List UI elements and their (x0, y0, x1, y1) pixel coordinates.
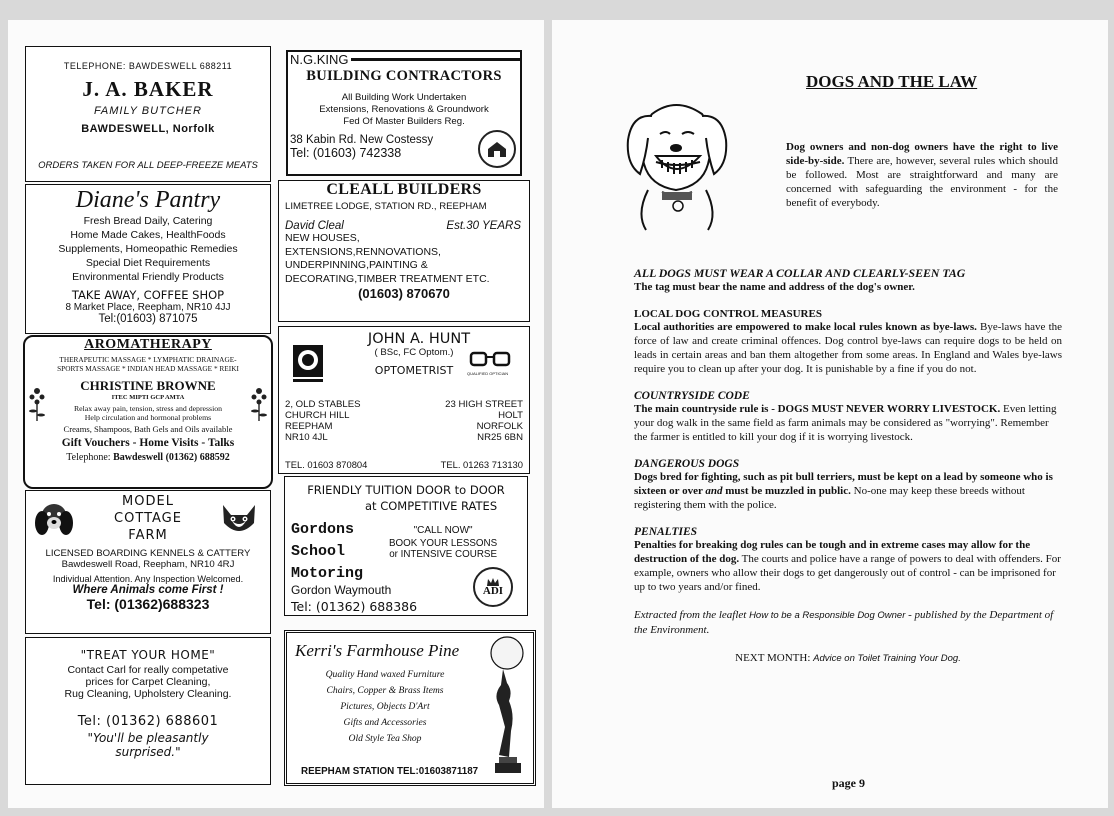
right-page (552, 20, 1108, 808)
diane-address: 8 Market Place, Reepham, NR10 4JJ (65, 302, 231, 313)
s2-text: Bye-laws have the force of law and create criminal offences. Dog control bye-laws can require dogs to be held on leads in certain areas and ban them altogether from some areas. In England and Wales bye-laws require you to clean up after your dog. It is punishable by a fine if you do not. (634, 321, 1063, 375)
flower-icon (28, 385, 46, 423)
diane-line: Home Made Cakes, HealthFoods (70, 229, 226, 241)
king-line: All Building Work Undertaken (341, 92, 467, 103)
s5-heading: PENALTIES (634, 526, 698, 538)
extract-leaflet-title: How to be a Responsible Dog Owner (749, 610, 906, 621)
cleall-line: EXTENSIONS,RENNOVATIONS, (285, 245, 441, 258)
ad-john-hunt (278, 326, 530, 474)
ad-cleall-builders (278, 180, 530, 322)
cleall-address: LIMETREE LODGE, STATION RD., REEPHAM (285, 201, 487, 212)
left-page (8, 20, 544, 808)
tuition-call: "CALL NOW" (413, 525, 473, 536)
hunt-addresses (279, 399, 529, 443)
king-name-row (288, 52, 520, 67)
treat-line1-text: Contact Carl for really competative (67, 664, 229, 676)
spaniel-icon (32, 499, 76, 539)
ad-treat-your-home (25, 637, 271, 785)
s4-body (634, 470, 1062, 512)
s5-bold: Penalties for breaking dog rules can be tough and in extreme cases may allow for the destruction of the dog. (634, 539, 1031, 565)
cleall-line: UNDERPINNING,PAINTING & (285, 259, 428, 271)
intro-paragraph (786, 140, 1058, 210)
optometrist-logo-icon (293, 345, 323, 383)
baker-footer: ORDERS TAKEN FOR ALL DEEP-FREEZE MEATS (38, 160, 258, 171)
hunt-name: JOHN A. HUNT (367, 331, 471, 347)
smiling-dog-icon (622, 94, 730, 234)
ad-ng-king (286, 50, 522, 176)
hunt-quals: ( BSc, FC Optom.) (374, 347, 454, 358)
intro-bold: Dog owners and non-dog owners have the right to live side-by-side. (786, 141, 1058, 167)
cleall-est: Est.30 YEARS (446, 220, 521, 232)
s2-heading: LOCAL DOG CONTROL MEASURES (634, 308, 822, 320)
baker-name: J. A. BAKER (82, 77, 214, 101)
hunt-left-line: 2, OLD STABLES (285, 399, 361, 410)
hunt-logo-caption: QUALIFIED OPTICIAN (467, 371, 509, 376)
kerri-title: Kerri's Farmhouse Pine (295, 641, 460, 660)
diane-title: Diane's Pantry (75, 187, 221, 213)
diane-tel: Tel:(01603) 871075 (98, 313, 198, 325)
diane-line: Supplements, Homeopathic Remedies (58, 243, 238, 255)
hunt-right-line: NR25 6BN (477, 432, 523, 443)
tuition-call-block (389, 525, 497, 560)
flower-icon (250, 385, 268, 423)
s5-body (634, 538, 1062, 594)
s4-text: No-one may keep these breeds without registering them with the police. (634, 485, 1025, 511)
baker-phone: TELEPHONE: BAWDESWELL 688211 (63, 61, 233, 71)
fmb-logo (478, 130, 516, 168)
cat-icon (218, 499, 260, 539)
s3-bold: The main countryside rule is - DOGS MUST NEVER WORRY LIVESTOCK. (634, 403, 1001, 415)
kerri-line: Quality Hand waxed Furniture (325, 669, 445, 680)
hunt-tel-left: TEL. 01603 870804 (285, 459, 368, 470)
baker-town: BAWDESWELL, Norfolk (81, 123, 215, 135)
aroma-line4: Help circulation and hormonal problems (84, 413, 212, 422)
aroma-vouchers: Gift Vouchers - Home Visits - Talks (61, 437, 235, 449)
hunt-right-address (445, 399, 523, 443)
intro-rest: There are, however, several rules which should be followed. Most are straightforward and many are concerned with safeguarding the environment - for the benefit of everybody. (786, 155, 1058, 209)
kerri-line: Pictures, Objects D'Art (340, 701, 430, 712)
tuition-book1: BOOK YOUR LESSONS (389, 538, 498, 549)
hunt-left-address (285, 399, 361, 443)
king-name: N.G.KING (290, 52, 349, 67)
aroma-name: CHRISTINE BROWNE (80, 378, 216, 393)
aroma-title: AROMATHERAPY (84, 337, 212, 352)
king-lines (288, 92, 520, 128)
model-line2: COTTAGE (114, 511, 182, 526)
tuition-head1: FRIENDLY TUITION DOOR to DOOR (307, 483, 505, 497)
ad-gordons-school-motoring (284, 476, 528, 616)
king-tel: Tel: (01603) 742338 (290, 146, 402, 160)
adi-badge (473, 567, 513, 607)
tuition-brand (291, 519, 363, 585)
hunt-right-line: HOLT (498, 410, 523, 421)
article-body (634, 266, 1062, 666)
tuition-book2: or INTENSIVE COURSE (389, 549, 497, 560)
king-line: Fed Of Master Builders Reg. (343, 116, 465, 127)
extract-note (634, 608, 1062, 637)
s3-text: Even letting your dog walk in the same field as farm animals may be considered as "worrying". Remember the farmer is entitled to kill your dog if it is worrying livestock. (634, 403, 1057, 443)
hunt-right-line: 23 HIGH STREET (445, 399, 523, 410)
next-month-text: Advice on Toilet Training Your Dog. (813, 653, 961, 664)
s4-bold-2: must be muzzled in public. (722, 485, 851, 497)
model-tel: Tel: (01362)688323 (86, 596, 210, 612)
baker-trade: FAMILY BUTCHER (94, 105, 202, 117)
hunt-left-line: NR10 4JL (285, 432, 328, 443)
model-line3: FARM (128, 528, 168, 543)
king-address: 38 Kabin Rd. New Costessy (290, 134, 434, 146)
next-month-label: NEXT MONTH: (735, 652, 814, 664)
s1-heading: ALL DOGS MUST WEAR A COLLAR AND CLEARLY-SEEN TAG (634, 266, 966, 280)
ad-baker (25, 46, 271, 182)
cleall-title: CLEALL BUILDERS (326, 181, 482, 198)
s4-bold-italic: and (705, 485, 723, 497)
aroma-tel-number: Bawdeswell (01362) 688592 (113, 452, 230, 463)
diane-lines (26, 214, 270, 284)
treat-line2: prices for Carpet Cleaning, (85, 676, 211, 688)
ad-model-cottage-farm (25, 490, 271, 634)
king-title: BUILDING CONTRACTORS (306, 68, 502, 84)
kerri-footer: REEPHAM STATION TEL:01603871187 (301, 766, 479, 777)
cleall-person: David Cleal (285, 220, 344, 232)
treat-title: "TREAT YOUR HOME" (80, 648, 216, 662)
diane-takeaway: TAKE AWAY, COFFEE SHOP (71, 288, 225, 302)
hunt-tel-right: TEL. 01263 713130 (440, 459, 523, 470)
adi-badge-text: ADI (482, 584, 504, 597)
tuition-g2: School (291, 543, 346, 560)
tuition-person: Gordon Waymouth (291, 583, 392, 597)
treat-tel: Tel: (01362) 688601 (77, 714, 219, 729)
kerri-line: Gifts and Accessories (343, 717, 427, 728)
diane-line: Environmental Friendly Products (72, 271, 224, 283)
page-number: page 9 (832, 776, 865, 790)
s3-body (634, 402, 1062, 444)
model-attention: Individual Attention. Any Inspection Welcomed. (52, 574, 244, 584)
treat-quote2: surprised." (115, 745, 181, 759)
king-line: Extensions, Renovations & Groundwork (319, 104, 489, 115)
hunt-left-line: REEPHAM (285, 421, 333, 432)
aroma-tel-label: Telephone: (66, 452, 114, 463)
lamp-figure-icon (479, 635, 529, 783)
aroma-telephone (25, 452, 271, 463)
article-title: DOGS AND THE LAW (806, 72, 978, 91)
hunt-left-line: CHURCH HILL (285, 410, 350, 421)
hunt-right-line: NORFOLK (476, 421, 523, 432)
cleall-tel: (01603) 870670 (358, 286, 450, 301)
s4-bold-1: Dogs bred for fighting, such as pit bull terriers, must be kept on a lead by someone who is sixteen or over (634, 471, 1053, 497)
aroma-line3: Relax away pain, tension, stress and depression (73, 404, 223, 413)
extract-1: Extracted from the leaflet (634, 609, 750, 621)
treat-line1 (26, 664, 270, 676)
treat-quote1: "You'll be pleasantly (87, 731, 209, 745)
s3-heading: COUNTRYSIDE CODE (634, 390, 750, 402)
aroma-line5: Creams, Shampoos, Bath Gels and Oils available (63, 424, 233, 434)
aroma-quals: ITEC MIPTI GCP AMTA (111, 394, 185, 401)
s1-sub: The tag must bear the name and address of the dog's owner. (634, 281, 915, 293)
tuition-tel: Tel: (01362) 688386 (291, 599, 418, 614)
s5-text: The courts and police have a range of powers to deal with offenders. For example, owners who allow their dogs to get dangerously out of control - can be imprisoned for up to two years and/or fined. (634, 553, 1061, 593)
diane-line: Fresh Bread Daily, Catering (83, 215, 213, 227)
kerri-line: Old Style Tea Shop (348, 733, 422, 744)
model-kennels: LICENSED BOARDING KENNELS & CATTERY (45, 548, 251, 559)
aroma-line2: SPORTS MASSAGE * INDIAN HEAD MASSAGE * REIKI (57, 364, 239, 373)
next-month (634, 651, 1062, 666)
s4-heading: DANGEROUS DOGS (634, 458, 740, 470)
ad-diane (25, 184, 271, 334)
model-slogan: Where Animals come First ! (72, 584, 224, 596)
kerri-line: Chairs, Copper & Brass Items (326, 685, 444, 696)
hunt-tels (279, 459, 529, 470)
cleall-line: DECORATING,TIMBER TREATMENT ETC. (285, 272, 490, 285)
cleall-person-row (279, 220, 529, 232)
diane-line: Special Diet Requirements (85, 257, 211, 269)
cleall-line: NEW HOUSES, (285, 232, 360, 244)
glasses-icon (469, 351, 511, 367)
s2-bold: Local authorities are empowered to make local rules known as bye-laws. (634, 321, 977, 333)
s2-body (634, 320, 1062, 376)
cleall-lines (279, 232, 529, 286)
model-line1: MODEL (122, 494, 174, 509)
treat-line3: Rug Cleaning, Upholstery Cleaning. (64, 688, 232, 700)
model-address: Bawdeswell Road, Reepham, NR10 4RJ (61, 559, 235, 570)
house-icon (486, 140, 508, 158)
tuition-g3: Motoring (291, 565, 364, 582)
hunt-role: OPTOMETRIST (374, 364, 454, 377)
extract-3: - published by the Department of the Environment. (634, 609, 1054, 636)
tuition-g1: Gordons (291, 521, 355, 538)
aroma-line1: THERAPEUTIC MASSAGE * LYMPHATIC DRAINAGE- (59, 355, 237, 364)
ad-kerris-farmhouse-pine (284, 630, 536, 786)
king-rule (351, 58, 520, 61)
ad-aromatherapy (23, 335, 273, 489)
tuition-head2: at COMPETITIVE RATES (365, 499, 498, 513)
